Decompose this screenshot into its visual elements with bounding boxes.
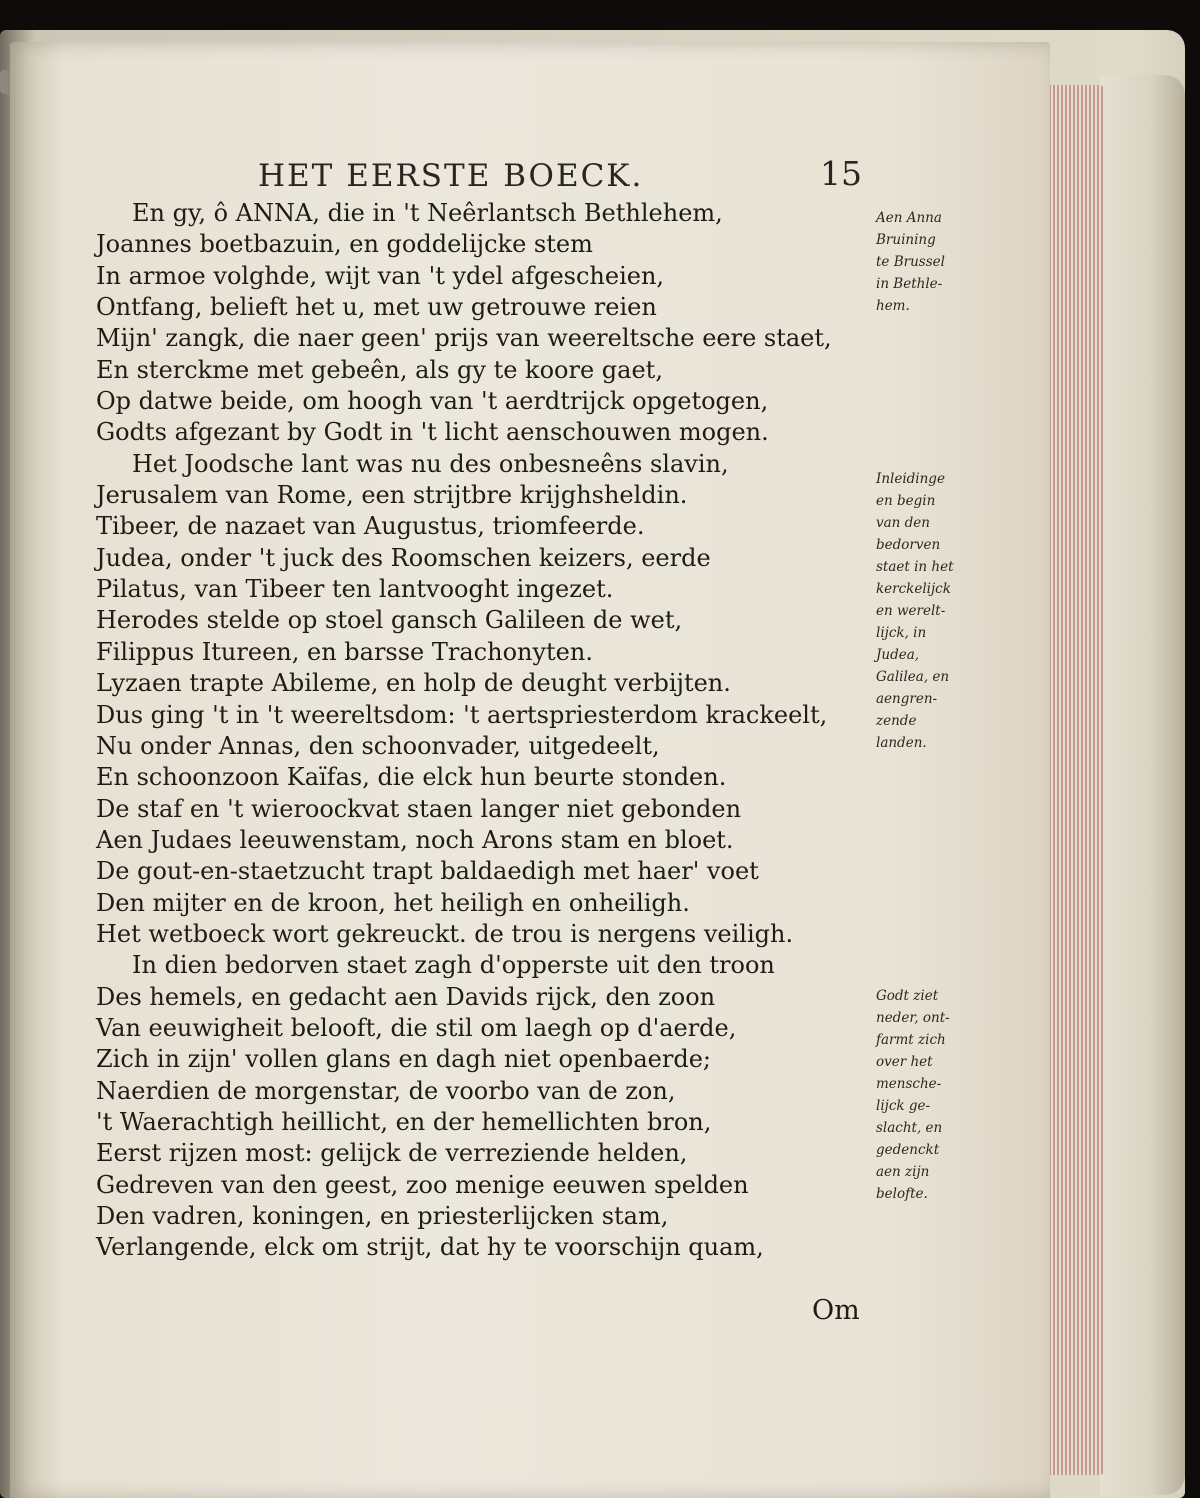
margin-note-line: Godt ziet [876,988,939,1004]
margin-note-line: landen. [876,735,927,751]
margin-note-godt-ziet [876,985,986,1205]
margin-note-inleidinge [876,468,986,754]
verse-line: Op datwe beide, om hoogh van 't aerdtrijck opgetogen, [96,387,769,416]
verse-line: Ontfang, belieft het u, met uw getrouwe reien [96,293,657,322]
verse-line: Verlangende, elck om strijt, dat hy te voorschijn quam, [96,1233,764,1262]
margin-note-line: en begin [876,493,936,509]
margin-note-line: Aen Anna [876,210,942,226]
verse-line: Pilatus, van Tibeer ten lantvooght ingezet. [96,575,614,604]
verse-line: In armoe volghde, wijt van 't ydel afgescheien, [96,261,665,290]
poem-text [96,198,856,1264]
verse-line: Mijn' zangk, die naer geen' prijs van weereltsche eere staet, [96,324,832,353]
verse-line: 't Waerachtigh heillicht, en der hemellichten bron, [96,1107,712,1136]
margin-note-line: slacht, en [876,1120,943,1136]
margin-note-line: belofte. [876,1186,928,1202]
verse-line: En sterckme met gebeên, als gy te koore gaet, [96,355,663,384]
margin-note-line: bedorven [876,537,941,553]
running-title: HET EERSTE BOECK. [258,158,644,194]
margin-note-line: farmt zich [876,1032,946,1048]
verse-line: En gy, ô ANNA, die in 't Neêrlantsch Bethlehem, [132,199,723,227]
verse-line: Godts afgezant by Godt in 't licht aenschouwen mogen. [96,418,769,447]
margin-note-line: neder, ont- [876,1010,950,1026]
margin-note-line: Judea, [876,647,920,663]
verse-line: Den vadren, koningen, en priesterlijcken stam, [96,1202,669,1230]
verse-line: In dien bedorven staet zagh d'opperste uit den troon [132,951,775,980]
verse-line: Aen Judaes leeuwenstam, noch Arons stam en bloet. [96,825,734,854]
verse-line: Eerst rijzen most: gelijck de verreziende helden, [96,1139,688,1168]
margin-note-line: lijck ge- [876,1098,931,1114]
verse-line: En schoonzoon Kaïfas, die elck hun beurte stonden. [96,763,727,792]
verse-line: Des hemels, en gedacht aen Davids rijck, den zoon [96,982,716,1011]
verse-line: De staf en 't wieroockvat staen langer niet gebonden [96,794,742,823]
margin-note-line: gedenckt [876,1142,940,1158]
verse-line: Van eeuwigheit belooft, die stil om laegh op d'aerde, [96,1013,737,1042]
verse-line: Zich in zijn' vollen glans en dagh niet openbaerde; [96,1045,711,1074]
vellum-cover-edge [1100,75,1185,1495]
margin-note-line: lijck, in [876,625,927,641]
verse-line: De gout-en-staetzucht trapt baldaedigh met haer' voet [96,857,759,886]
margin-note-line: aengren- [876,691,938,707]
verse-line: Filippus Itureen, en barsse Trachonyten. [96,637,593,666]
margin-note-line: Bruining [876,232,936,248]
margin-note-line: kerckelijck [876,581,951,597]
verse-line: Herodes stelde op stoel gansch Galileen de wet, [96,606,683,635]
verse-line: Het wetboeck wort gekreuckt. de trou is nergens veiligh. [96,919,794,948]
verse-line: Joannes boetbazuin, en goddelijcke stem [96,230,593,259]
verse-line: Tibeer, de nazaet van Augustus, triomfeerde. [96,512,645,541]
margin-note-line: Inleidinge [876,471,945,487]
margin-note-line: en werelt- [876,603,946,619]
verse-line: Gedreven van den geest, zoo menige eeuwen spelden [96,1170,749,1199]
margin-note-line: zende [876,713,917,729]
margin-note-line: over het [876,1054,933,1070]
page-number: 15 [820,154,862,193]
margin-note-line: aen zijn [876,1164,930,1180]
verse-line: Nu onder Annas, den schoonvader, uitgedeelt, [96,731,660,760]
verse-line: Judea, onder 't juck des Roomschen keizers, eerde [96,543,711,572]
page-edges [1045,85,1105,1475]
verse-line: Naerdien de morgenstar, de voorbo van de zon, [96,1076,676,1105]
verse-line: Jerusalem van Rome, een strijtbre krijghsheldin. [96,481,688,510]
margin-note-line: staet in het [876,559,954,575]
verse-line: Lyzaen trapte Abileme, en holp de deught verbijten. [96,669,731,698]
verse-line: Dus ging 't in 't weereltsdom: 't aertspriesterdom krackeelt, [96,700,828,729]
margin-note-anna [876,207,986,317]
catchword: Om [812,1295,860,1326]
verse-line: Den mijter en de kroon, het heiligh en onheiligh. [96,888,690,917]
margin-note-line: in Bethle- [876,276,943,292]
margin-note-line: te Brussel [876,254,945,270]
verse-line: Het Joodsche lant was nu des onbesneêns slavin, [132,449,729,478]
margin-note-line: Galilea, en [876,669,950,685]
margin-note-line: hem. [876,298,910,314]
margin-note-line: mensche- [876,1076,942,1092]
margin-note-line: van den [876,515,930,531]
